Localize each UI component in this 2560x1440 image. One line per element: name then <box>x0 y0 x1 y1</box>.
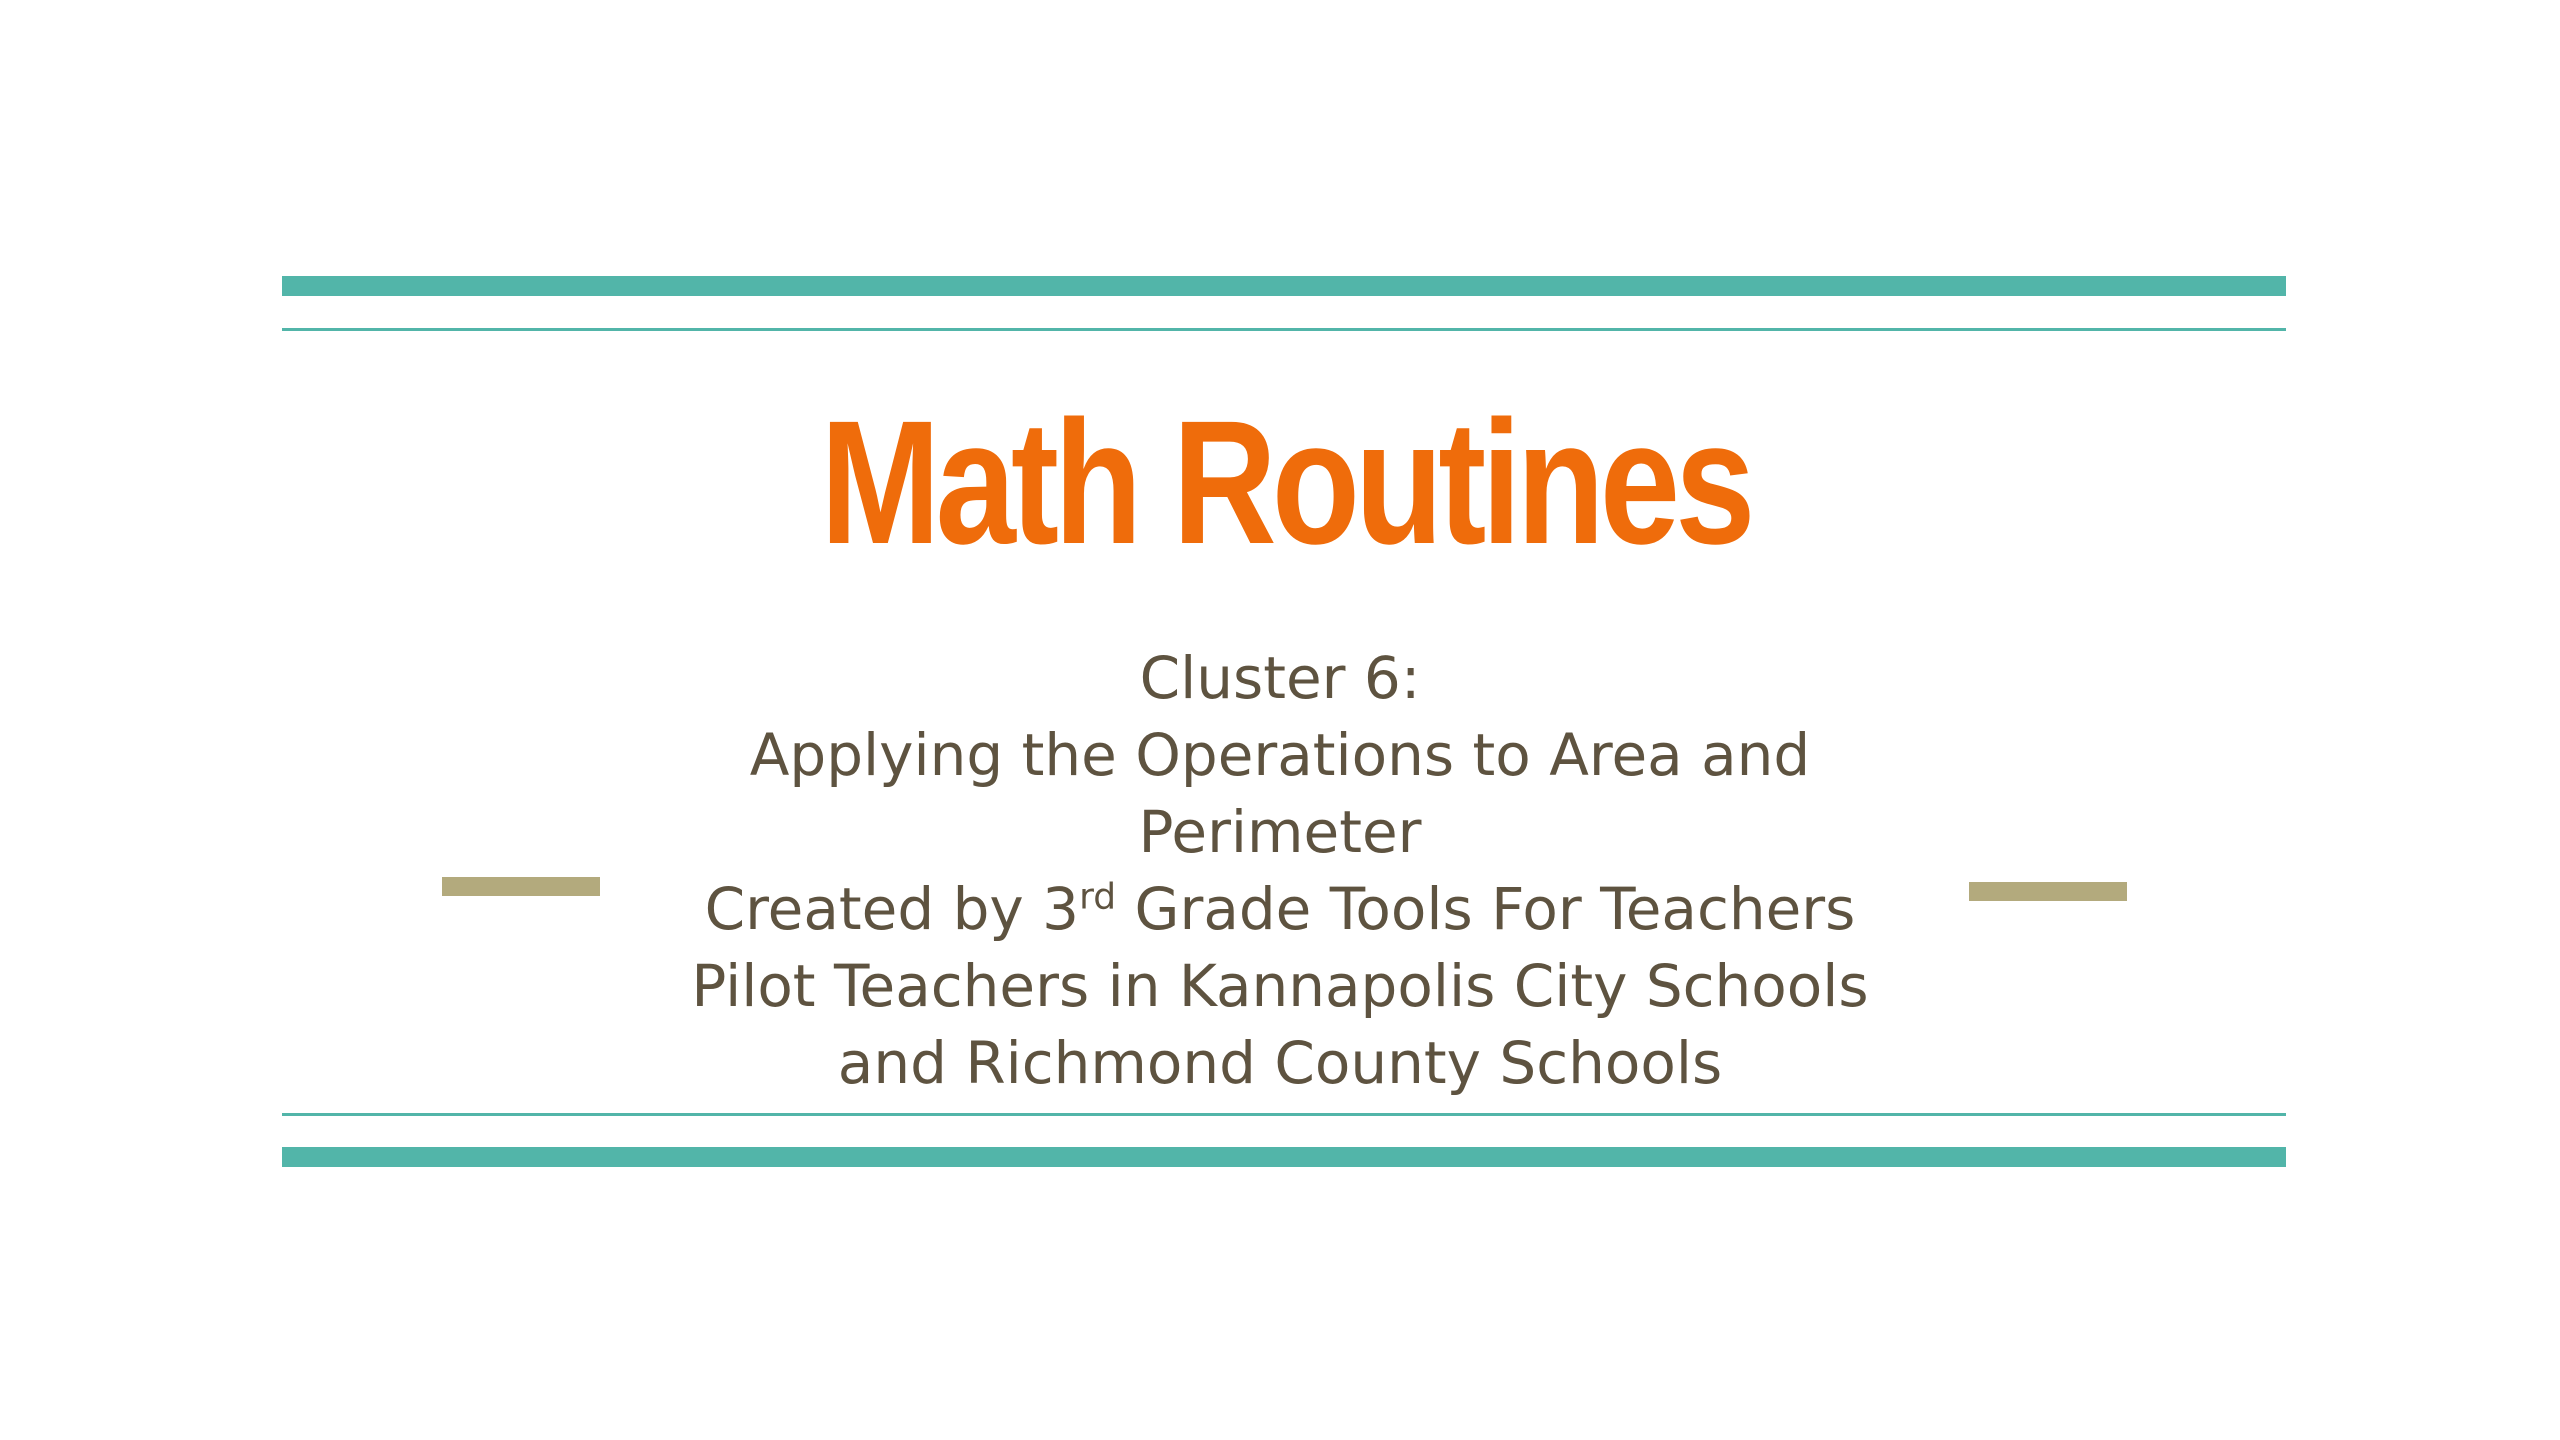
bottom-thick-rule <box>282 1147 2286 1167</box>
subtitle-line-credit <box>560 871 2000 948</box>
subtitle-line-cluster: Cluster 6: <box>1139 644 1421 712</box>
top-thin-rule <box>282 328 2286 331</box>
slide-subtitle <box>560 640 2000 1102</box>
credit-prefix: Created by 3 <box>704 875 1080 943</box>
subtitle-line-pilot: Pilot Teachers in Kannapolis City Schools <box>691 952 1869 1020</box>
subtitle-line-topic: Applying the Operations to Area and <box>749 721 1811 789</box>
slide-title: Math Routines <box>820 385 1751 581</box>
subtitle-line-topic-cont: Perimeter <box>1138 798 1422 866</box>
top-thick-rule <box>282 276 2286 296</box>
bottom-thin-rule <box>282 1113 2286 1116</box>
subtitle-line-schools: and Richmond County Schools <box>837 1029 1723 1097</box>
credit-ordinal-suffix: rd <box>1079 876 1117 918</box>
credit-suffix: Grade Tools For Teachers <box>1116 875 1856 943</box>
